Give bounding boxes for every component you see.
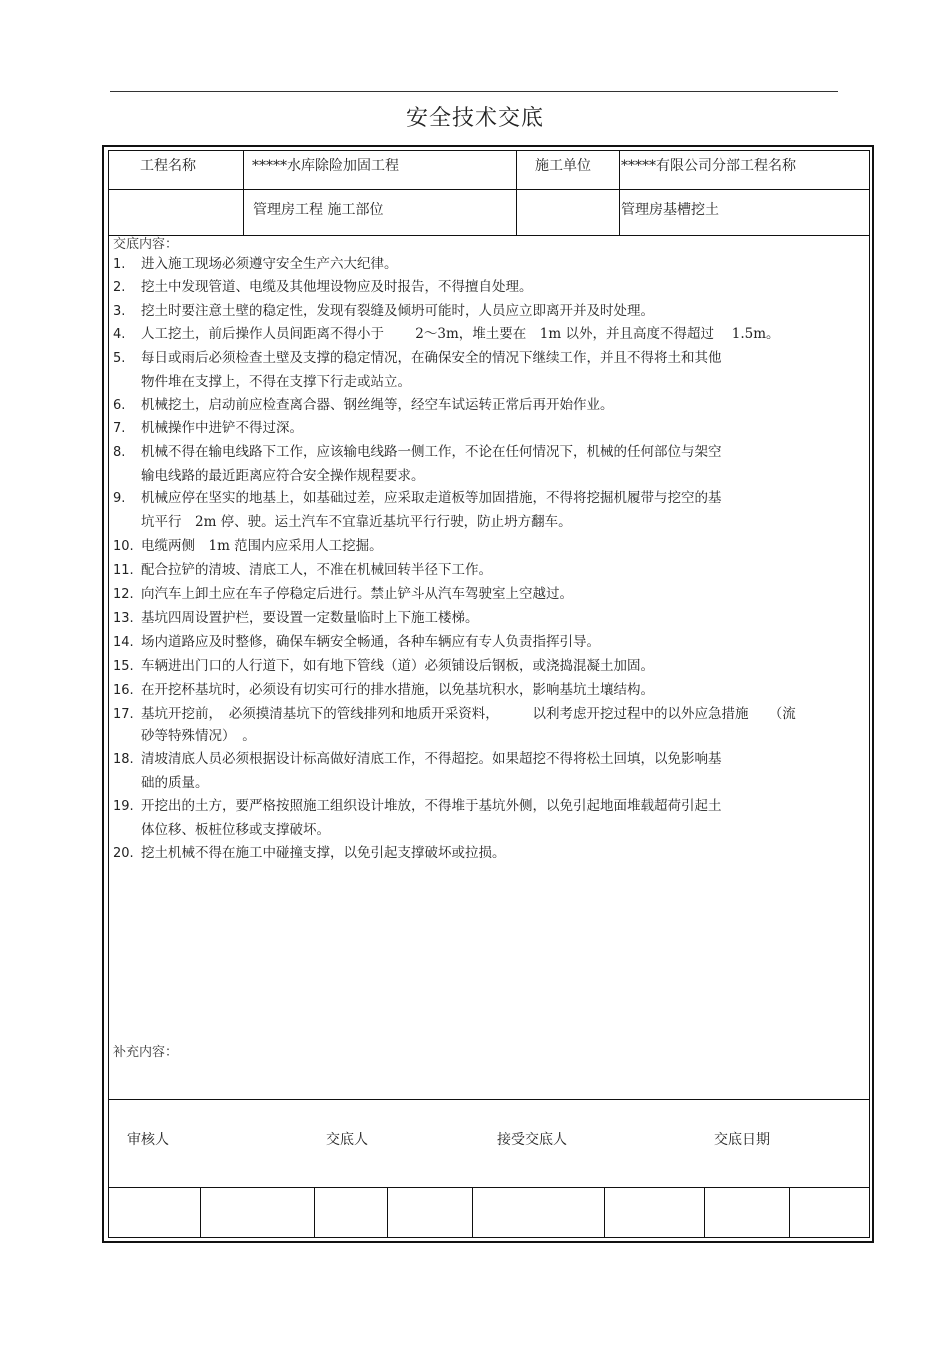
document-title: 安全技术交底 [405, 106, 544, 131]
list-item-continuation: 物件堆在支撑上，不得在支撑下行走或站立。 [141, 374, 411, 390]
reviewer-label: 审核人 [127, 1132, 169, 1148]
list-item: 17. 基坑开挖前， 必须摸清基坑下的管线排列和地质开采资料， 以利考虑开挖过程中的以外应急措施 （流 [113, 706, 796, 722]
list-item: 1. 进入施工现场必须遵守安全生产六大纪律。 [113, 256, 398, 272]
list-item: 12. 向汽车上卸土应在车子停稳定后进行。禁止铲斗从汽车驾驶室上空越过。 [113, 586, 573, 602]
signature-cell-divider [472, 1187, 473, 1238]
row-divider [108, 189, 870, 190]
list-item: 5. 每日或雨后必须检查土壁及支撑的稳定情况，在确保安全的情况下继续工作，并且不得将土和其他 [113, 350, 722, 366]
list-item: 10. 电缆两侧 1m 范围内应采用人工挖掘。 [113, 538, 383, 554]
list-item: 8. 机械不得在输电线路下工作，应该输电线路一侧工作，不论在任何情况下，机械的任何部位与架空 [113, 444, 722, 460]
list-item-continuation: 输电线路的最近距离应符合安全操作规程要求。 [141, 468, 425, 484]
list-item: 19. 开挖出的土方，要严格按照施工组织设计堆放，不得堆于基坑外侧，以免引起地面堆载超荷引起土 [113, 798, 722, 814]
supplement-label: 补充内容： [113, 1045, 179, 1060]
list-item-continuation: 砂等特殊情况） 。 [141, 728, 256, 744]
presenter-label: 交底人 [326, 1132, 368, 1148]
header-rule [110, 91, 838, 92]
signature-cell-divider [387, 1187, 388, 1238]
construction-location-value: 管理房基槽挖土 [621, 202, 719, 218]
signature-cell-divider [604, 1187, 605, 1238]
col-divider [619, 150, 620, 235]
list-item-continuation: 坑平行 2m 停、驶。运土汽车不宜靠近基坑平行行驶，防止坍方翻车。 [141, 514, 572, 530]
project-name-label: 工程名称 [140, 158, 196, 174]
construction-unit-label: 施工单位 [535, 158, 591, 174]
list-item: 3. 挖土时要注意土壁的稳定性，发现有裂缝及倾坍可能时，人员应立即离开并及时处理。 [113, 303, 654, 319]
col-divider [516, 150, 517, 235]
list-item: 20. 挖土机械不得在施工中碰撞支撑，以免引起支撑破坏或拉损。 [113, 845, 506, 861]
signature-cell-divider [789, 1187, 790, 1238]
signature-cell-divider [704, 1187, 705, 1238]
list-item: 18. 清坡清底人员必须根据设计标高做好清底工作，不得超挖。如果超挖不得将松土回填，以免影响基 [113, 751, 722, 767]
project-name-value: *****水库除险加固工程 [252, 158, 399, 174]
receiver-label: 接受交底人 [497, 1132, 567, 1148]
list-item-continuation: 体位移、板桩位移或支撑破坏。 [141, 822, 330, 838]
list-item: 15. 车辆进出门口的人行道下，如有地下管线（道）必须铺设后钢板，或浇捣混凝土加固。 [113, 658, 654, 674]
content-label: 交底内容： [113, 237, 179, 252]
construction-unit-value: *****有限公司分部工程名称 [621, 158, 796, 174]
list-item: 6. 机械挖土，启动前应检查离合器、钢丝绳等，经空车试运转正常后再开始作业。 [113, 397, 614, 413]
list-item: 2. 挖土中发现管道、电缆及其他埋设物应及时报告，不得擅自处理。 [113, 279, 533, 295]
list-item: 14. 场内道路应及时整修，确保车辆安全畅通，各种车辆应有专人负责指挥引导。 [113, 634, 600, 650]
signature-cell-divider [314, 1187, 315, 1238]
row-divider [108, 235, 870, 236]
row-divider [108, 1187, 870, 1188]
sub-project-value: 管理房工程 施工部位 [253, 202, 384, 218]
list-item: 11. 配合拉铲的清坡、清底工人，不准在机械回转半径下工作。 [113, 562, 492, 578]
list-item: 16. 在开挖杯基坑时，必须设有切实可行的排水措施，以免基坑积水，影响基坑土壤结构。 [113, 682, 654, 698]
date-label: 交底日期 [714, 1132, 770, 1148]
list-item: 4. 人工挖土，前后操作人员间距离不得小于 2～3m，堆土要在 1m 以外，并且高度不得超过 1.5m。 [113, 326, 780, 342]
row-divider [108, 1099, 870, 1100]
list-item-continuation: 础的质量。 [141, 775, 209, 791]
list-item: 7. 机械操作中进铲不得过深。 [113, 420, 303, 436]
list-item: 13. 基坑四周设置护栏，要设置一定数量临时上下施工楼梯。 [113, 610, 479, 626]
list-item: 9. 机械应停在坚实的地基上，如基础过差，应采取走道板等加固措施，不得将挖掘机履带与挖空的基 [113, 490, 722, 506]
col-divider [243, 150, 244, 235]
signature-cell-divider [200, 1187, 201, 1238]
